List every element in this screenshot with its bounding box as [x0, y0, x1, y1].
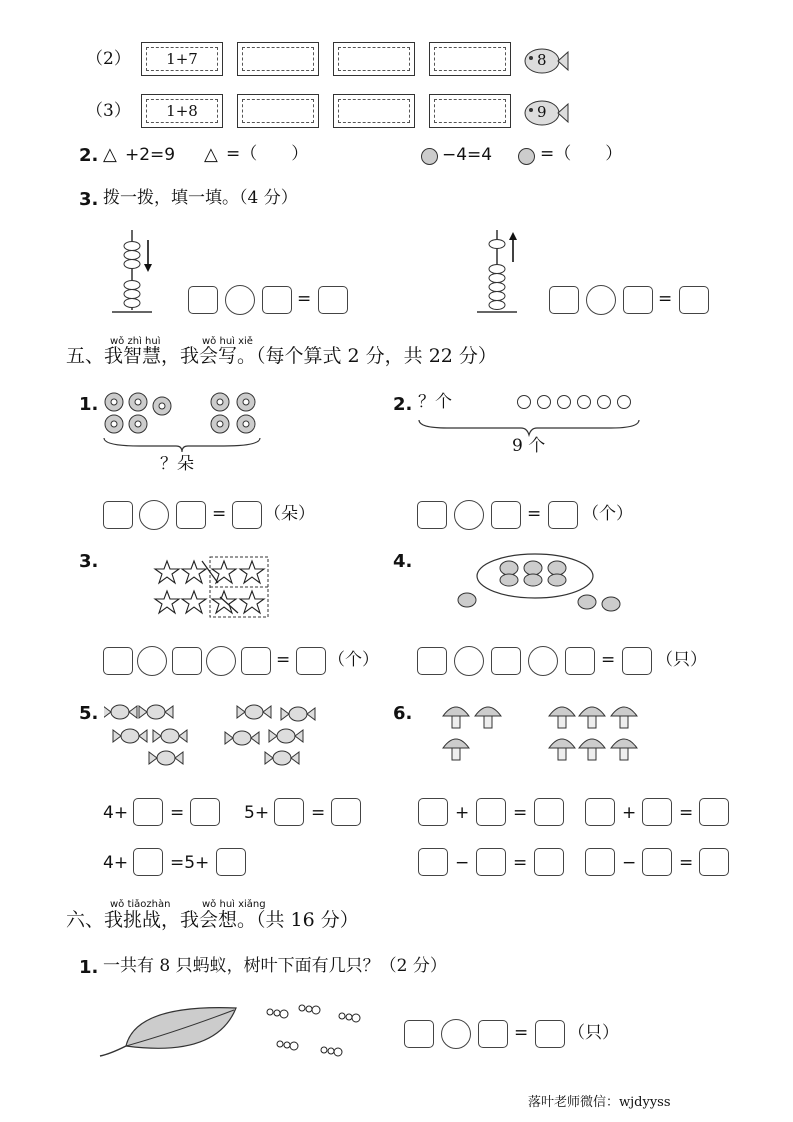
footer-credit: 落叶老师微信：wjdyyss [528, 1095, 671, 1110]
triangle-icon: △ [103, 144, 117, 165]
equals-sign: = [527, 504, 542, 524]
answer-box[interactable] [188, 286, 218, 314]
answer-blank[interactable]: =（ ） [540, 144, 623, 164]
answer-blank[interactable]: =（ ） [226, 144, 309, 164]
star-group [152, 555, 272, 619]
answer-box[interactable] [190, 798, 220, 826]
answer-box[interactable] [418, 848, 448, 876]
unit-label: （只） [656, 650, 707, 670]
answer-box[interactable] [534, 848, 564, 876]
unit-label: （只） [568, 1023, 619, 1043]
ticket-blank[interactable] [429, 94, 511, 128]
equals-sign: = [513, 803, 528, 823]
equation-text: 4+ [103, 803, 129, 823]
unit-label: （个） [582, 504, 633, 524]
answer-box[interactable] [103, 501, 133, 529]
ticket-blank[interactable] [333, 94, 415, 128]
equals-sign: = [514, 1023, 529, 1043]
answer-box[interactable] [699, 848, 729, 876]
section-title: 五、我智慧，我会写。（每个算式 2 分，共 22 分） [66, 345, 497, 367]
answer-box[interactable] [103, 647, 133, 675]
answer-box[interactable] [262, 286, 292, 314]
equals-sign: = [212, 504, 227, 524]
equation-text: 4+ [103, 853, 129, 873]
unknown-label: ？个 [418, 392, 452, 412]
answer-box[interactable] [623, 286, 653, 314]
equals-sign: = [513, 853, 528, 873]
question-text: 一共有 8 只蚂蚁，树叶下面有几只？（2 分） [103, 956, 447, 976]
pinyin: wǒ zhì huì [110, 336, 161, 347]
answer-box[interactable] [535, 1020, 565, 1048]
answer-box[interactable] [549, 286, 579, 314]
unit-label: （朵） [264, 504, 315, 524]
brace-caption: ？朵 [160, 454, 194, 474]
answer-box[interactable] [417, 501, 447, 529]
answer-box[interactable] [585, 798, 615, 826]
answer-box[interactable] [585, 848, 615, 876]
plus-sign: + [455, 803, 470, 823]
problem-number: 5. [79, 703, 99, 724]
fish-number: 8 [537, 51, 547, 69]
answer-box[interactable] [417, 647, 447, 675]
mushroom-group [438, 700, 648, 772]
pinyin: wǒ huì xiě [202, 336, 253, 347]
answer-box[interactable] [133, 848, 163, 876]
ticket-text: 1+8 [146, 99, 218, 123]
question-number: 3. [79, 189, 99, 210]
answer-box[interactable] [176, 501, 206, 529]
answer-box[interactable] [418, 798, 448, 826]
answer-box[interactable] [241, 647, 271, 675]
abacus-icon [475, 228, 525, 316]
answer-box[interactable] [491, 647, 521, 675]
answer-box[interactable] [133, 798, 163, 826]
equals-sign: = [658, 289, 673, 309]
circle-row [514, 394, 634, 413]
answer-box[interactable] [274, 798, 304, 826]
minus-sign: − [455, 853, 470, 873]
section-title: 六、我挑战，我会想。（共 16 分） [66, 909, 359, 931]
brace [417, 418, 642, 438]
answer-box[interactable] [534, 798, 564, 826]
ticket-blank[interactable] [333, 42, 415, 76]
pinyin: wǒ huì xiǎng [202, 899, 266, 910]
operator-circle[interactable] [454, 500, 484, 530]
equals-sign: = [311, 803, 326, 823]
operator-circle[interactable] [528, 646, 558, 676]
answer-box[interactable] [331, 798, 361, 826]
operator-circle[interactable] [137, 646, 167, 676]
answer-box[interactable] [478, 1020, 508, 1048]
problem-number: 1. [79, 394, 99, 415]
circle-symbol-icon [518, 148, 535, 165]
operator-circle[interactable] [586, 285, 616, 315]
ticket-text: 1+7 [146, 47, 218, 71]
equals-sign: = [297, 289, 312, 309]
question-number: 1. [79, 957, 99, 978]
operator-circle[interactable] [139, 500, 169, 530]
abacus-icon [108, 228, 158, 316]
equals-sign: = [276, 650, 291, 670]
equals-sign: = [601, 650, 616, 670]
equation-text: −4=4 [442, 145, 493, 165]
problem-number: 6. [393, 703, 413, 724]
equals-sign: = [679, 853, 694, 873]
unit-label: （个） [328, 650, 379, 670]
operator-circle[interactable] [441, 1019, 471, 1049]
equation-text: =5+ [170, 853, 210, 873]
operator-circle[interactable] [206, 646, 236, 676]
ticket [141, 94, 223, 128]
ant-group [250, 996, 380, 1066]
pinyin: wǒ tiǎozhàn [110, 899, 171, 910]
answer-box[interactable] [642, 848, 672, 876]
ticket-blank[interactable] [237, 42, 319, 76]
candy-group [104, 700, 324, 772]
answer-box[interactable] [548, 501, 578, 529]
answer-box[interactable] [565, 647, 595, 675]
equation-text: 5+ [244, 803, 270, 823]
fish-number: 9 [537, 103, 547, 121]
leaf-icon [96, 998, 246, 1064]
operator-circle[interactable] [225, 285, 255, 315]
circle-symbol-icon [421, 148, 438, 165]
row-label-3: （3） [86, 101, 131, 121]
minus-sign: − [622, 853, 637, 873]
answer-box[interactable] [622, 647, 652, 675]
frog-pond [455, 548, 635, 620]
plus-sign: + [622, 803, 637, 823]
ticket [141, 42, 223, 76]
ticket-blank[interactable] [429, 42, 511, 76]
problem-number: 4. [393, 551, 413, 572]
answer-box[interactable] [476, 848, 506, 876]
answer-box[interactable] [404, 1020, 434, 1048]
equals-sign: = [679, 803, 694, 823]
problem-number: 2. [393, 394, 413, 415]
equation-text: +2=9 [125, 145, 176, 165]
question-number: 2. [79, 145, 99, 166]
ticket-blank[interactable] [237, 94, 319, 128]
equals-sign: = [170, 803, 185, 823]
problem-number: 3. [79, 551, 99, 572]
answer-box[interactable] [232, 501, 262, 529]
brace-caption: 9 个 [512, 436, 546, 456]
question-text: 拨一拨，填一填。（4 分） [103, 188, 298, 208]
answer-box[interactable] [296, 647, 326, 675]
answer-box[interactable] [318, 286, 348, 314]
answer-box[interactable] [476, 798, 506, 826]
answer-box[interactable] [491, 501, 521, 529]
answer-box[interactable] [172, 647, 202, 675]
answer-box[interactable] [699, 798, 729, 826]
operator-circle[interactable] [454, 646, 484, 676]
answer-box[interactable] [642, 798, 672, 826]
row-label-2: （2） [86, 49, 131, 69]
answer-box[interactable] [216, 848, 246, 876]
answer-box[interactable] [679, 286, 709, 314]
triangle-icon: △ [204, 144, 218, 165]
